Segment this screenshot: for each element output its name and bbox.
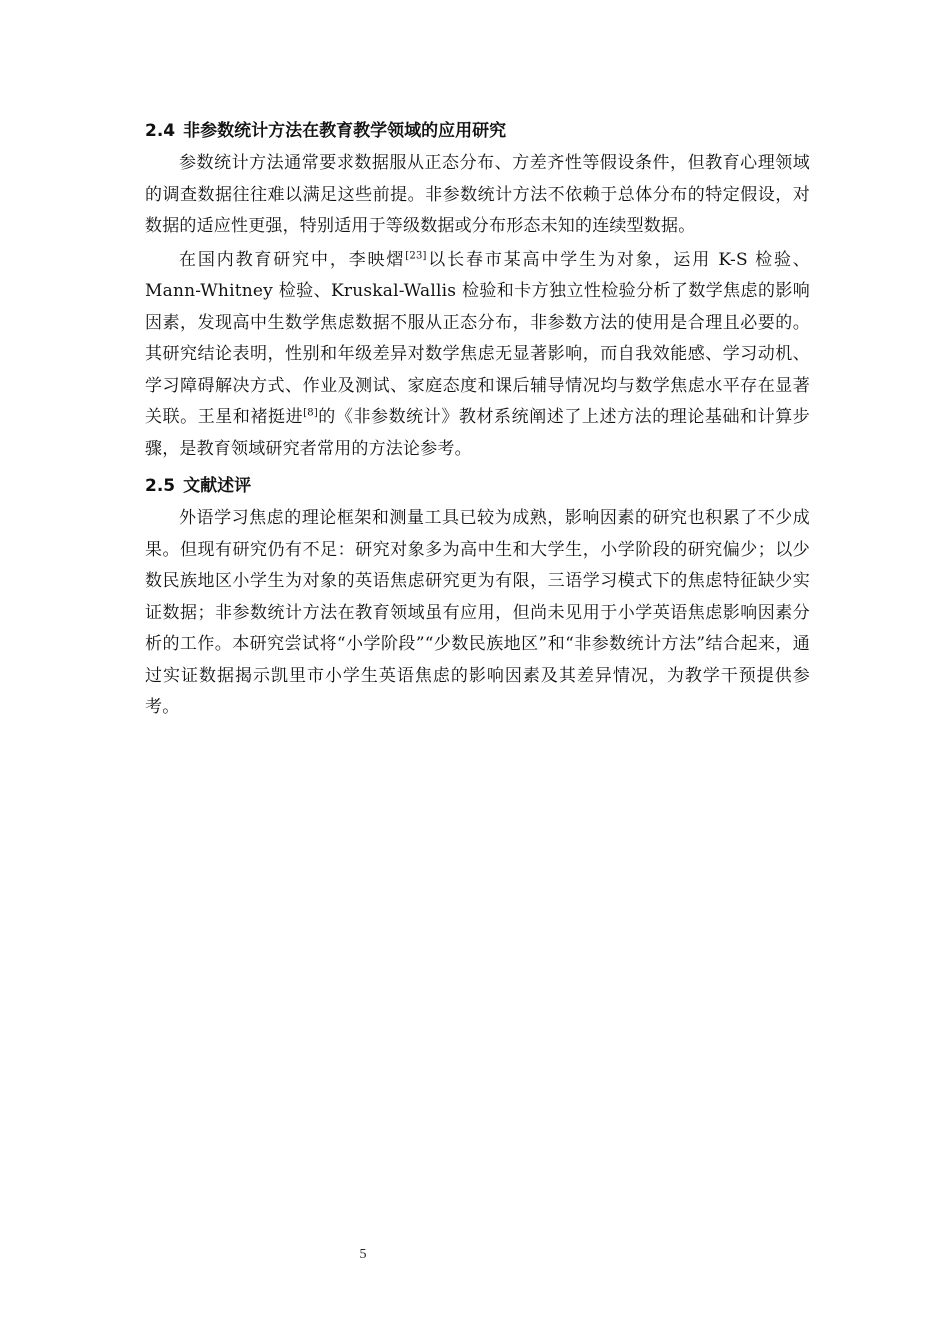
paragraph-text: 以长春市某高中学生为对象，运用 K-S 检验、Mann-Whitney 检验、Kruskal-Wallis 检验和卡方独立性检验分析了数学焦虑的影响因素，发现高中生数学焦虑数据不服从正态分布，非参数方法的使用是合理且必要的。其研究结论表明，性别和年级差异对数学焦虑无显著影响，而自我效能感、学习动机、学习障碍解决方式、作业及测试、家庭态度和课后辅导情况均与数学焦虑水平存在显著关联。王星和褚挺进	[145, 249, 810, 427]
paragraph-text: 外语学习焦虑的理论框架和测量工具已较为成熟，影响因素的研究也积累了不少成果。但现有研究仍有不足：研究对象多为高中生和大学生，小学阶段的研究偏少；以少数民族地区小学生为对象的英语焦虑研究更为有限，三语学习模式下的焦虑特征缺少实证数据；非参数统计方法在教育领域虽有应用，但尚未见用于小学英语焦虑影响因素分析的工作。本研究尝试将“小学阶段”“少数民族地区”和“非参数统计方法”结合起来，通过实证数据揭示凯里市小学生英语焦虑的影响因素及其差异情况，为教学干预提供参考。	[145, 508, 810, 717]
section-title: 非参数统计方法在教育教学领域的应用研究	[183, 121, 507, 141]
paragraph-2-5-1	[145, 503, 810, 724]
page-number: 5	[359, 1247, 367, 1262]
citation-23: [23]	[405, 249, 427, 261]
paragraph-text: 在国内教育研究中，李映熠	[179, 249, 406, 270]
paragraph-2-4-1	[145, 148, 810, 243]
paragraph-text: 参数统计方法通常要求数据服从正态分布、方差齐性等假设条件，但教育心理领域的调查数据往往难以满足这些前提。非参数统计方法不依赖于总体分布的特定假设，对数据的适应性更强，特别适用于等级数据或分布形态未知的连续型数据。	[145, 153, 810, 236]
section-title: 文献述评	[183, 476, 252, 496]
section-number: 2.4	[145, 121, 176, 141]
section-heading-2-4	[145, 116, 810, 146]
page-content	[145, 116, 810, 726]
section-number: 2.5	[145, 476, 176, 496]
paragraph-2-4-2	[145, 245, 810, 466]
paragraph-text: 的《非参数统计》教材系统阐述了上述方法的理论基础和计算步骤，是教育领域研究者常用的方法论参考。	[145, 407, 810, 459]
citation-8: [8]	[303, 407, 318, 419]
section-heading-2-5	[145, 471, 810, 501]
